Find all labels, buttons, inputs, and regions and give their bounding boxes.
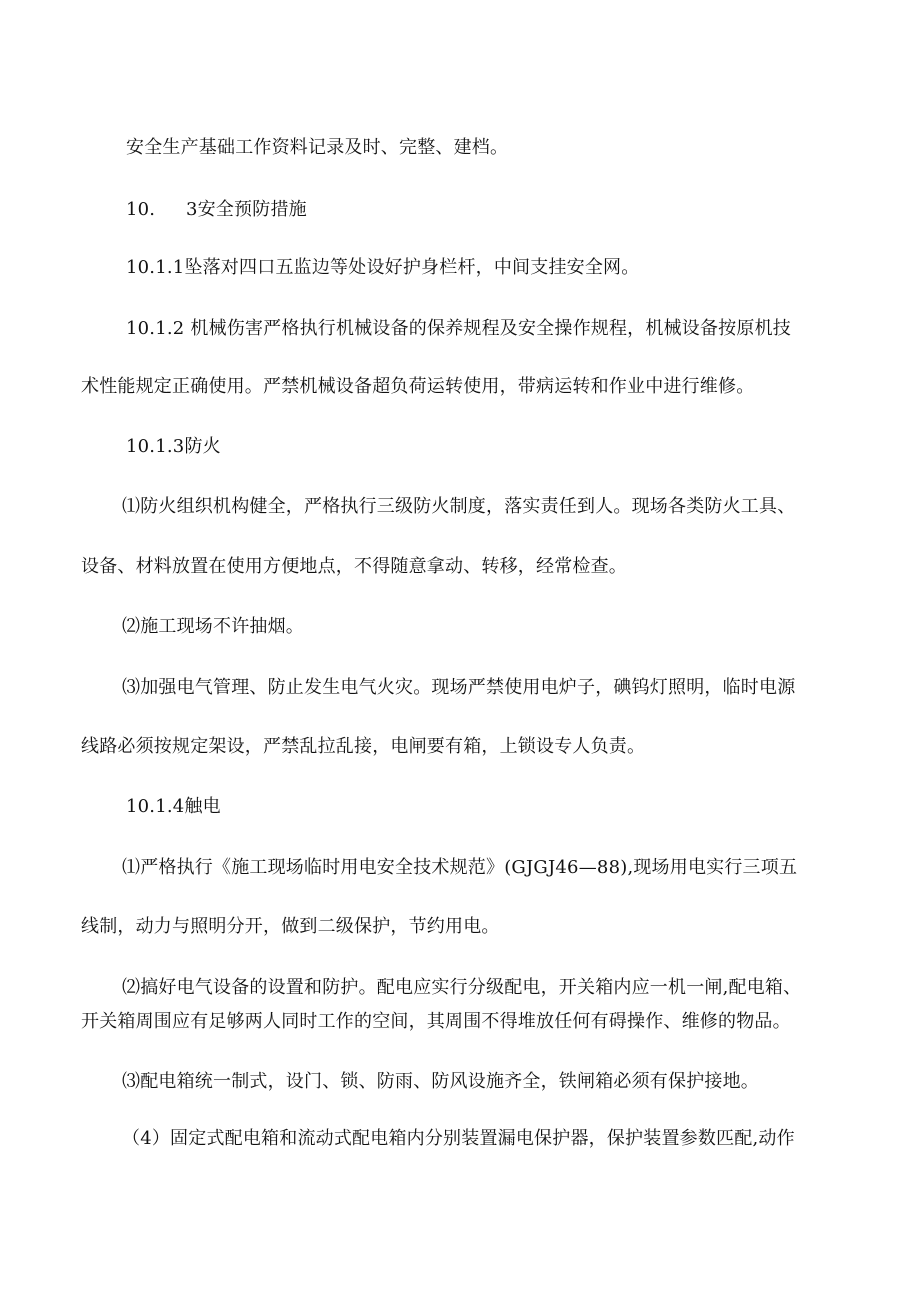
- paragraph-line-shock-1a: ⑴严格执行《施工现场临时用电安全技术规范》(GJGJ46—88),现场用电实行三项五: [122, 857, 798, 878]
- subheading-10-1-3: 10.1.3防火: [126, 436, 221, 457]
- paragraph-line-shock-3: ⑶配电箱统一制式，设门、锁、防雨、防风设施齐全，铁闸箱必须有保护接地。: [122, 1071, 759, 1092]
- paragraph-line-10-1-2-b: 术性能规定正确使用。严禁机械设备超负荷运转使用，带病运转和作业中进行维修。: [81, 376, 755, 397]
- paragraph-line-shock-2a: ⑵搞好电气设备的设置和防护。配电应实行分级配电，开关箱内应一机一闸,配电箱、: [122, 977, 802, 998]
- paragraph-line-fire-2: ⑵施工现场不许抽烟。: [122, 616, 304, 637]
- paragraph-line-10-1-1: 10.1.1坠落对四口五监边等处设好护身栏杆，中间支挂安全网。: [126, 257, 640, 278]
- paragraph-line-fire-3a: ⑶加强电气管理、防止发生电气火灾。现场严禁使用电炉子，碘钨灯照明，临时电源: [122, 677, 796, 698]
- paragraph-line-1: 安全生产基础工作资料记录及时、完整、建档。: [126, 137, 509, 158]
- subheading-10-1-4: 10.1.4触电: [126, 796, 221, 817]
- paragraph-line-shock-2b: 开关箱周围应有足够两人同时工作的空间，其周围不得堆放任何有碍操作、维修的物品。: [81, 1011, 791, 1032]
- section-title: 3安全预防措施: [186, 199, 307, 220]
- paragraph-line-fire-3b: 线路必须按规定架设，严禁乱拉乱接，电闸要有箱，上锁设专人负责。: [81, 736, 646, 757]
- paragraph-line-shock-1b: 线制，动力与照明分开，做到二级保护，节约用电。: [81, 916, 500, 937]
- section-number: 10.: [126, 199, 156, 220]
- paragraph-line-10-1-2-a: 10.1.2 机械伤害严格执行机械设备的保养规程及安全操作规程，机械设备按原机技: [126, 318, 791, 339]
- paragraph-line-fire-1b: 设备、材料放置在使用方便地点，不得随意拿动、转移，经常检查。: [81, 556, 627, 577]
- section-heading-10-3: [0, 198, 920, 222]
- paragraph-line-shock-4: （4）固定式配电箱和流动式配电箱内分别装置漏电保护器，保护装置参数匹配,动作: [122, 1128, 795, 1149]
- paragraph-line-fire-1a: ⑴防火组织机构健全，严格执行三级防火制度，落实责任到人。现场各类防火工具、: [122, 496, 796, 517]
